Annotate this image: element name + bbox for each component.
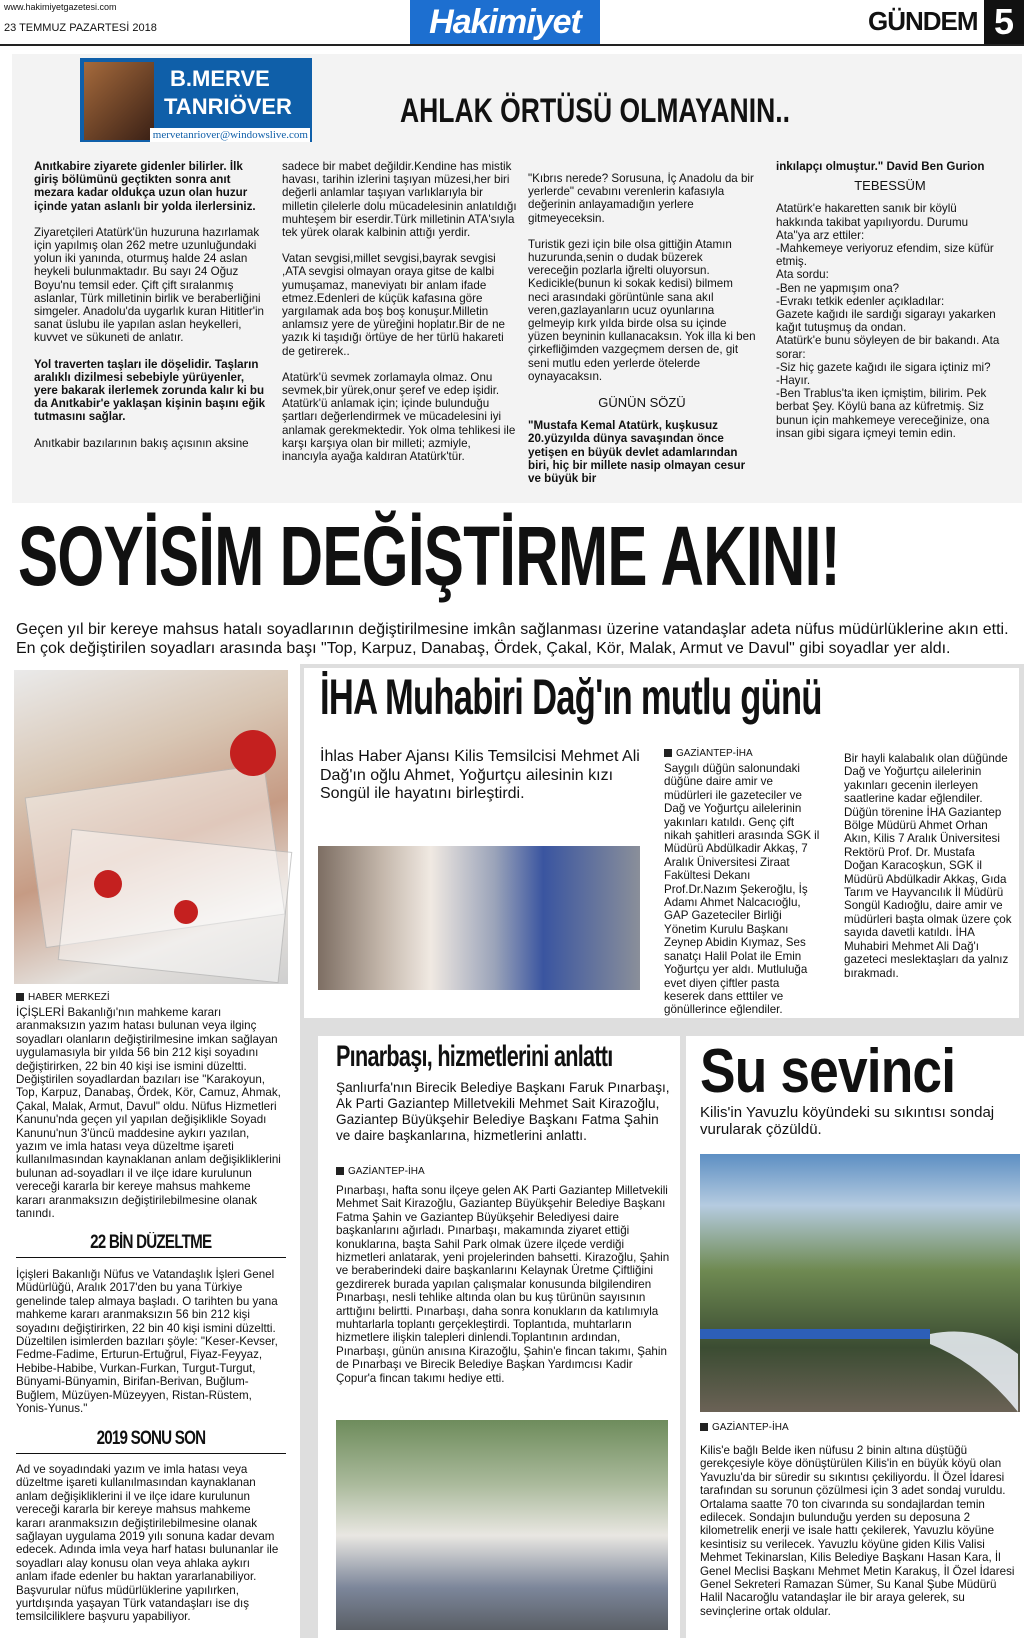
iha-headline: İHA Muhabiri Dağ'ın mutlu günü [320, 669, 822, 725]
byline-kicker: GAZİANTEP-İHA [700, 1422, 789, 1433]
byline-kicker: HABER MERKEZİ [16, 992, 110, 1003]
newspaper-logo: Hakimiyet [410, 0, 600, 44]
byline-kicker: GAZİANTEP-İHA [664, 748, 753, 759]
author-email[interactable]: mervetanriover@windowslive.com [150, 128, 310, 142]
id-cards-photo [14, 670, 288, 984]
main-summary: Geçen yıl bir kereye mahsus hatalı soyadlarının değiştirilmesine imkân sağlanması üzerine vatandaşlar adeta nüfus müdürlüklerine akın etti. En çok değiştirilen soyadları arasında başı "Top, Karpuz, Danabaş, Ördek, Çakal, Kör, Malak, Armut ve Davul" gibi soyadlar yer aldı. [16, 621, 1009, 657]
main-story-body-3: Ad ve soyadındaki yazım ve imla hatası veya düzeltme işareti kullanılmasından kaynaklanan anlam değişikliklerini il ve ilçe idare kurulunun vereceği kararla bir kereye mahsus mahkeme kararı aranmaksızın değiştirilebilmesine olanak sağlayan uygulama 2019 yılı sonuna kadar devam edecek. Adında imla veya harf hatası bulunanlar ile soyadları alay konusu olan veya ahlaka aykırı anlam ifade edenler bu haktan yararlanabiliyor. Başvurular nüfus müdürlüklerine yapılırken, yurtdışında yaşayan Türk vatandaşları ise dış temsilciliklere başvuru yapabiliyor. [16, 1463, 279, 1624]
column-paragraph: Ziyaretçileri Atatürk'ün huzuruna hazırlamak için yapılmış olan 262 metre uzunluğundaki yolun iki yanında, oturmuş halde 24 aslan heykeli bulunmaktadır. Bu sayı 24 Oğuz Boyu'nu temsil eder. Çift çift sıralanmış aslanlar, Türk milletinin birlik ve beraberliğini simgeler. Anadolu'da uygarlık kuran Hititler'in sanat üslubu ile yapılan aslan heykelleri, kuvvet ve sükuneti de anlatır. [34, 225, 264, 345]
main-headline: SOYİSİM DEĞİŞTİRME AKINI! [18, 509, 840, 603]
section-name: GÜNDEM [868, 6, 978, 36]
page-number: 5 [984, 0, 1024, 44]
column-text-3 [528, 172, 756, 492]
main-story-body: İÇİŞLERİ Bakanlığı'nın mahkeme kararı aranmaksızın yazım hatası bulunan veya ilginç soyadları olanların değiştirilmesine imkan sağlayan uygulamasıyla bir yılda 56 bin 212 kişi soyadını değiştirirken, 22 bin 40 kişi ise ismini düzeltti. Değiştirilen soyadlardan bazıları ise "Karakoyun, Top, Karpuz, Danabaş, Ördek, Kör, Camuz, Ahmak, Çakal, Malak, Armut, Davul" oldu. Nüfus Hizmetleri Kanunu'nda geçen yıl yapılan değişiklikle Soyadı Kanunu'nun 3'üncü maddesine aykırı yazılan, yazım ve imla hatası veya düzeltme işareti kullanılmasından kaynaklanan anlam değişikliklerini bulunan ad-soyadları il ve ilçe idare kurulunun vereceği kararla bir kereye mahsus mahkeme kararı aranmaksızın değiştirilebilmesine olanak tanındı. [16, 1006, 281, 1221]
subheading [16, 1232, 286, 1258]
anecdote-line: Ata sordu: [776, 268, 829, 282]
column-text-1 [34, 160, 266, 490]
column-paragraph: sadece bir mabet değildir.Kendine has mistik havası, tarihin izlerini taşıyan müzesi,her biri değerli anlamlar taşıyan varlıklarıyla bir milletin çilelerle dolu mücadelesinin anlatıldığı muhteşem bir eserdir.Türk milletinin ATA'sıyla tek yürek olarak kalbinin attığı yerdir. [282, 160, 517, 240]
iha-lead: İhlas Haber Ajansı Kilis Temsilcisi Mehmet Ali Dağ'ın oğlu Ahmet, Yoğurtçu ailesinin kızı Songül ile hayatını birleştirdi. [320, 748, 640, 802]
anecdote-line: -Mahkemeye veriyoruz efendim, size küfür etmiş. [776, 242, 994, 269]
column-text-2 [282, 160, 518, 490]
author-first-name: B.MERVE [170, 66, 270, 91]
anecdote-line: Gazete kağıdı ile sardığı sigarayı yakarken kağıt tutuşmuş da ondan. [776, 308, 996, 335]
column-paragraph: Turistik gezi için bile olsa gittiğin Atamın huzurunda,senin o dudak büzerek vereceğin pozlarla iğrelti oluyorsun. Kedicikle(bunun ki sokak kedisi) bilmem neci arasındaki görüntünle sana akıl veren,gazlayanların ucuz oyunlarına gelmeyip kırk yılda birde olsa su içinde yüzen beyninin kullanacaksın. Yok illa ki ben çirkefliğimden vazgeçmem dersen de, git seni mutlu eden yerlerde ötelerde oynayacaksın. [528, 237, 756, 383]
column-paragraph: "Kıbrıs nerede? Sorusuna, İç Anadolu da bir yerlerde" cevabını verenlerin kafasıyla değerinin anlayamadığın yerlere gitmeyeceksin. [528, 172, 754, 225]
column-paragraph: Vatan sevgisi,millet sevgisi,bayrak sevgisi ,ATA sevgisi olmayan oraya gitse de kalbi yumuşamaz, maneviyatı bir anlam ifade etmez.Edenleri de küçük kafasına göre yargılamak ada boş boş konuşur.Milletin anlamsız yere de yüreğini hoplatır.Bir de ne yazık ki taşıdığı örtüye de her türlü hakareti de getirerek.. [282, 252, 505, 358]
meeting-photo [336, 1420, 668, 1630]
pinarbasi-lead: Şanlıurfa'nın Birecik Belediye Başkanı Faruk Pınarbaşı, Ak Parti Gaziantep Milletvekili Mehmet Sait Kirazoğlu, Gaziantep Büyükşehir Belediye Başkanı Fatma Şahin ve daire başkanlarına, hizmetlerini anlattı. [336, 1080, 670, 1143]
su-lead: Kilis'in Yavuzlu köyündeki su sıkıntısı sondaj vurularak çözüldü. [700, 1104, 995, 1138]
column-paragraph: Anıtkabir bazılarının bakış açısının aksine [34, 436, 249, 450]
wedding-photo [318, 846, 640, 990]
anecdote-line: -Ben ne yapmışım ona? [776, 281, 900, 295]
site-url[interactable]: www.hakimiyetgazetesi.com [4, 2, 117, 12]
water-jet-icon [700, 1154, 1020, 1412]
anecdote-line: -Evrakı tetkik edenler açıkladılar: [776, 294, 945, 308]
byline-kicker: GAZİANTEP-İHA [336, 1166, 425, 1177]
quote-text: "Mustafa Kemal Atatürk, kuşkusuz 20.yüzyılda dünya savaşından önce yetişen en büyük devlet adamlarından biri, hiç bir millete nasip olmayan cesur ve büyük bir [528, 419, 746, 486]
anecdote-line: Atatürk'e bunu söyleyen de bir bakandı. Ata sorar: [776, 334, 1000, 361]
subheading-text: 22 BİN DÜZELTME [90, 1232, 212, 1253]
su-body: Kilis'e bağlı Belde iken nüfusu 2 binin altına düştüğü gerekçesiyle köye dönüştürülen Kilis'in en büyük köyü olan Yavuzlu'da bir süredir su sıkıntısı çekiliyordu. İl Özel İdaresi tarafından su sorunun çözülmesi için 3 adet sondaj vuruldu. Ortalama saatte 70 ton civarında su sondajlardan temin edilecek. Sondajın bulunduğu yerden su deposuna 2 kilometrelik enerji ve isale hattı çekilerek, Yavuzlu köyüne kesintisiz su verilecek. Yavuzlu köyüne giden Kilis Valisi Mehmet Tekinarslan, Kilis Belediye Başkanı Hasan Kara, İl Genel Meclisi Başkanı Mehmet Metin Karakuş, İl Özel İdaresi Genel Sekreteri Ramazan Sümer, Su Kanal Şube Müdürü Halil Nacaroğlu vatandaşlar ile bir araya gelerek, su sevinçlerine ortak oldular. [700, 1444, 1015, 1618]
iha-body-1: Saygılı düğün salonundaki düğüne daire amir ve müdürleri ile gazeteciler ve Dağ ve Yoğurtçu ailelerinin yakınları katıldı. Genç çift nikah şahitleri arasında SGK il Müdürü Abdülkadir Akkaş, 7 Aralık Üniversitesi Ziraat Fakültesi Dekanı Prof.Dr.Nazım Şekeroğlu, İş Adamı Ahmet Nalcacıoğlu, GAP Gazeteciler Birliği Yönetim Kurulu Başkanı Zeynep Abidin Kıymaz, Ses sanatçı Halil Polat ile Emin Yoğurtçu yer aldı. Mutluluğa evet diyen çiftler pasta keserek dans etttiler ve gönüllerince eğlendiler. [664, 762, 820, 1017]
anecdote-line: -Ben Trablus'ta iken içmiştim, bilirim. Pek berbat Şey. Köylü bana az küfretmiş. Siz bunun için mahkemeye vereceğinize, ona insan gibi sigara içmeyi temin edin. [776, 387, 990, 440]
column-paragraph: Atatürk'ü sevmek zorlamayla olmaz. Onu sevmek,bir yürek,onur şeref ve edep işidir. Atatürk'ü anlamak için; içinde bulunduğu şartları değerlendirmek ve mücadelesini iyi anlamak gerekmektedir. Yok olma tehlikesi ile karşı karşıya olan bir milleti; azmiyle, inancıyla ayağa kaldıran Atatürk'tür. [282, 370, 516, 464]
subheading [16, 1428, 286, 1454]
column-title: AHLAK ÖRTÜSÜ OLMAYANIN.. [400, 92, 790, 130]
issue-date: 23 TEMMUZ PAZARTESİ 2018 [4, 22, 157, 34]
author-photo [84, 62, 154, 140]
anecdote-line: -Hayır. [776, 374, 811, 388]
anecdote-line: Atatürk'e hakaretten sanık bir köylü hakkında takibat yapılıyordu. Durumu Ata''ya arz ettiler: [776, 202, 969, 242]
smile-heading: TEBESSÜM [854, 178, 926, 194]
quote-text-end: inkılapçı olmuştur." David Ben Gurion [776, 160, 985, 173]
column-paragraph: Anıtkabire ziyarete gidenler bilirler. İlk giriş bölümünü geçtikten sonra anıt mezara kadar oldukça uzun olan huzur içinde yatan aslanlı bir yolda ilerlersiniz. [34, 160, 256, 213]
column-text-4 [776, 160, 1004, 490]
pinarbasi-headline: Pınarbaşı, hizmetlerini anlattı [336, 1040, 613, 1073]
main-story-body-2: İçişleri Bakanlığı Nüfus ve Vatandaşlık İşleri Genel Müdürlüğü, Aralık 2017'den bu yana Türkiye genelinde talep almaya başladı. O tarihten bu yana mahkeme kararı aranmaksızın 56 bin 212 kişi soyadını değiştirirken, 22 bin 40 kişi ismini düzeltti. Düzeltilen isimlerden bazıları şöyle: "Keser-Kevser, Fedme-Fadime, Erturun-Ertuğrul, Fiyaz-Feyyaz, Hebibe-Habibe, Vurkan-Furkan, Turgut-Turgut, Bünyami-Bünyamin, Birifan-Berivan, Buğlum-Buğlem, Müzüyen-Müzeyyen, Ristan-Rüstem, Yonis-Yunus." [16, 1268, 278, 1416]
anecdote-line: -Siz hiç gazete kağıdı ile sigara içtiniz mi? [776, 360, 991, 374]
su-headline: Su sevinci [700, 1037, 956, 1106]
subheading-text: 2019 SONU SON [96, 1428, 206, 1449]
author-last-name: TANRIÖVER [164, 94, 292, 119]
column-paragraph: Yol traverten taşları ile döşelidir. Taşların aralıklı dizilmesi sebebiyle yürüyenler, yere bakarak ilerlemek zorunda kalır ki bu da Anıtkabir'e yaklaşan kişinin başını eğik tutmasını sağlar. [34, 357, 266, 424]
pinarbasi-body: Pınarbaşı, hafta sonu ilçeye gelen AK Parti Gaziantep Milletvekili Mehmet Sait Kirazoğlu, Gaziantep Büyükşehir Belediye Başkanı Fatma Şahin ve Gaziantep Büyükşehir Belediyesi daire başkanlarını ağırladı. Pınarbaşı, makamında ziyaret ettiği konuklarına, başta Sahil Park olmak üzere ilçede verdiği hizmetleri anlatarak, yeni projelerinden bahsetti. Kirazoğlu, Şahin ve beraberindeki daire başkanlarını Kelaynak Üretme Çiftliğini gezdirerek burada yapılan çalışmalar konusunda bilgilendiren Pınarbaşı, nesli tehlike altında olan bu kuş türünün sayısının arttığını belirtti. Pınarbaşı, daha sonra konukların da katılımıyla muhtarlarla toplantı gerçekleştirdi. Toplantıda, muhtarların hizmetlere ilişkin talepleri dinlendi.Toplantının ardından, Pınarbaşı, günün anısına Kirazoğlu, Şahin'e fincan takımı, Şahin de Pınarbaşı ve Birecik Belediye Başkan Yardımcısı Kadir Çopur'a fincan takımı hediye etti. [336, 1184, 670, 1385]
iha-body-2: Bir hayli kalabalık olan düğünde Dağ ve Yoğurtçu ailelerinin yakınları gecenin ilerleyen saatlerine kadar eğlendiler. Düğün törenine İHA Gaziantep Bölge Müdürü Ahmet Orhan Akın, Kilis 7 Aralık Üniversitesi Rektörü Prof. Dr. Mustafa Doğan Karacoşkun, SGK il Müdürü Abdülkadir Akkaş, Gıda Tarım ve Hayvancılık İl Müdürü Songül Kadıoğlu, daire amir ve müdürleri başta olmak üzere çok sayıda davetli katıldı. İHA Muhabiri Mehmet Ali Dağ'ı gazeteci meslektaşları da yalnız bırakmadı. [844, 752, 1012, 980]
quote-of-day-heading: GÜNÜN SÖZÜ [598, 395, 686, 411]
water-photo [700, 1154, 1020, 1412]
